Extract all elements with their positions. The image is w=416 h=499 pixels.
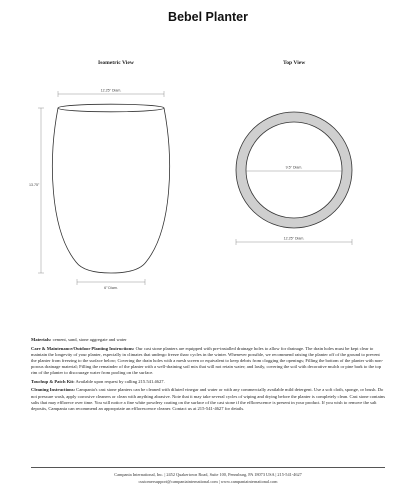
materials-paragraph <box>31 337 385 343</box>
top-inner-label: 9.5" Diam. <box>285 165 303 170</box>
touchup-text: Available upon request by calling 215.541.4627. <box>74 378 165 384</box>
planter-isometric-drawing <box>52 104 169 273</box>
iso-base-label: 6" Diam. <box>104 286 118 290</box>
document-title: Bebel Planter <box>168 10 248 24</box>
cleaning-heading: Cleaning Instructions: <box>31 387 76 393</box>
materials-text: cement, sand, stone aggregate and water <box>51 337 127 342</box>
product-notes <box>31 337 385 414</box>
care-text: Our cast stone planters are equipped with pre-installed drainage holes to allow for drainage. The drain holes must be kept clear to maintain the longevity of your planter, especially in climates that undergo freeze thaw cycles in the winter. Whenever possible, we recommend raising the planter off of the ground to prevent the planter from freezing to the surface below; Covering the drain holes with a mesh screen or equivalent to keep debris from clogging the openings; Filling the bottom of the planter with non-porous drainage material; Filling the remainder of the planter with a well-draining soil mix that will not retain water; and lastly, covering the soil with decorative mulch or pine bark to the top rim of the planter to discourage water from pooling on the surface. <box>31 345 384 376</box>
care-paragraph <box>31 346 385 376</box>
isometric-view-label: Isometric View <box>98 60 134 66</box>
iso-height-label: 13.75" <box>29 183 40 187</box>
iso-base-dimension <box>77 279 145 285</box>
top-inner-opening <box>246 122 342 218</box>
touchup-heading: Touchup & Patch Kit: <box>31 378 75 384</box>
cleaning-paragraph <box>31 387 385 411</box>
iso-height-dimension <box>38 108 44 273</box>
footer-divider <box>31 467 385 468</box>
top-outer-label: 12.25" Diam. <box>283 236 305 241</box>
footer-contact: customersupport@campaniainternational.com | www.campaniainternational.com <box>138 479 278 484</box>
planter-body <box>52 108 169 273</box>
cleaning-text: Campania's cast stone planters can be cleaned with diluted vinegar and water or with any commercially available mild detergent. Use a soft cloth, sponge, or brush. Do not pressure wash, apply corrosive cleaners or clean with anything abrasive. Note that it may take several cycles of wiping and drying before the planter is completely clean. Cast stone contains salts that may efflorece over time. You will notice a fine white powdery coating on the surface of the cast stone if the efflorescence is present in your product. If you wish to remove the salt deposits, Campania can recommend an appropriate an efflorescence cleaner. Contact us at 215-541-4627 for details. <box>31 387 385 411</box>
planter-rim <box>58 104 164 112</box>
footer-address: Campania International, Inc. | 2452 Quakertown Road, Suite 100, Pennsburg, PA 18073 USA | 215-541-4627 <box>114 472 302 477</box>
materials-heading: Materials: <box>31 337 52 342</box>
touchup-paragraph <box>31 379 385 385</box>
planter-top-drawing <box>236 112 352 228</box>
iso-width-label: 12.25" Diam. <box>100 88 122 93</box>
top-view-label: Top View <box>283 60 306 66</box>
care-heading: Care & Maintenance/Outdoor Planting Instructions: <box>31 345 135 351</box>
